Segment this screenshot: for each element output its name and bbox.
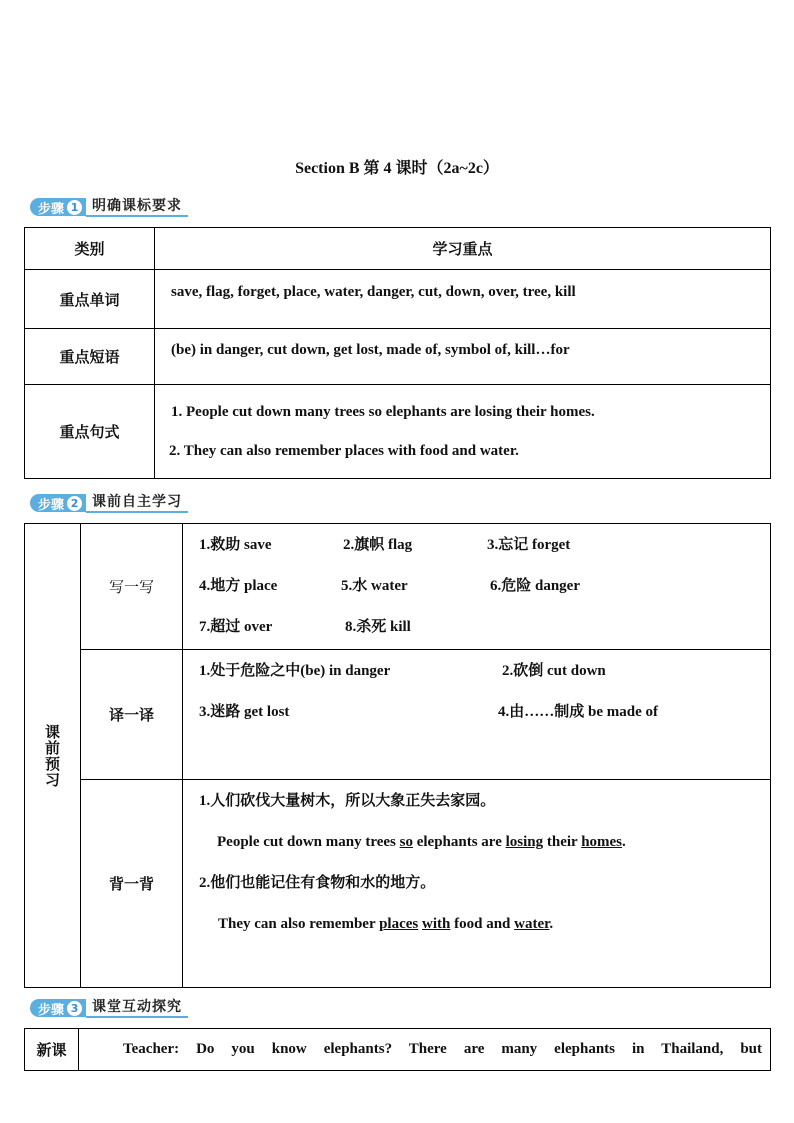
key-words-text: save, flag, forget, place, water, danger, cut, down, over, tree, kill: [171, 284, 576, 300]
step-title: 明确课标要求: [86, 197, 188, 217]
translate-item: 1.处于危险之中(be) in danger: [199, 663, 391, 679]
step-number: 2: [67, 496, 82, 511]
sentence-text: .: [622, 834, 626, 850]
step-badge: [30, 198, 86, 216]
step-1-header: [30, 197, 188, 217]
write-item: 8.杀死 kill: [345, 619, 411, 635]
new-lesson-label: 新课: [25, 1029, 79, 1071]
header-category: 类别: [25, 228, 155, 270]
category-phrases: 重点短语: [25, 329, 155, 385]
write-item: 2.旗帜 flag: [343, 537, 413, 553]
step-3-header: [30, 998, 188, 1018]
translate-item: 3.迷路 get lost: [199, 704, 290, 720]
step-title: 课前自主学习: [86, 493, 188, 513]
step-number: 3: [67, 1001, 82, 1016]
sentence-text: their: [543, 834, 582, 850]
blank-answer: homes: [581, 834, 623, 850]
sentence-text: elephants are: [412, 834, 506, 850]
recite-cell: [183, 780, 771, 988]
translate-label: 译一译: [81, 650, 183, 780]
sentence-text: food and: [450, 916, 515, 932]
key-phrases-text: (be) in danger, cut down, get lost, made of, symbol of, kill…for: [171, 342, 570, 358]
write-item: 1.救助 save: [199, 537, 272, 553]
blank-answer: with: [422, 916, 451, 932]
write-item: 7.超过 over: [199, 619, 273, 635]
write-item: 5.水 water: [341, 578, 408, 594]
write-item: 4.地方 place: [199, 578, 278, 594]
recite-sentence-2-cn: 2.他们也能记住有食物和水的地方。: [199, 875, 436, 891]
step-2-header: [30, 493, 188, 513]
blank-answer: losing: [505, 834, 544, 850]
key-words: [155, 270, 771, 329]
recite-sentence-1-en: [199, 822, 770, 863]
sentence-text: .: [549, 916, 554, 932]
recite-sentence-1-cn: 1.人们砍伐大量树木，所以大象正失去家园。: [199, 793, 496, 809]
recite-label: 背一背: [81, 780, 183, 988]
key-sentence-1: 1. People cut down many trees so elephants are losing their homes.: [171, 403, 595, 420]
step-number: 1: [67, 200, 82, 215]
write-item: 6.危险 danger: [490, 578, 581, 594]
translate-item: 2.砍倒 cut down: [502, 663, 606, 679]
sentence-text: People cut down many trees: [217, 834, 400, 850]
step-label: 步骤: [38, 1002, 65, 1018]
step-badge: [30, 494, 86, 512]
write-label: 写一写: [81, 524, 183, 650]
key-points-table: [24, 227, 771, 479]
category-sentences: 重点句式: [25, 385, 155, 479]
preview-side-cell: [25, 524, 81, 988]
preview-table: [24, 523, 771, 988]
blank-answer: so: [399, 834, 413, 850]
blank-answer: places: [379, 916, 419, 932]
key-sentences: [155, 385, 771, 479]
translate-cell: [183, 650, 771, 780]
step-label: 步骤: [38, 201, 65, 217]
new-lesson-content: Teacher: Do you know elephants? There are many elephants in Thailand, but: [79, 1029, 771, 1071]
document-title: Section B 第 4 课时（2a~2c）: [295, 160, 499, 177]
write-item: 3.忘记 forget: [487, 537, 571, 553]
key-sentence-2: 2. They can also remember places with food and water.: [169, 442, 519, 459]
step-title: 课堂互动探究: [86, 998, 188, 1018]
sentence-text: They can also remember: [218, 916, 380, 932]
preview-side-label: 课前预习: [43, 723, 61, 788]
blank-answer: water: [514, 916, 550, 932]
write-cell: [183, 524, 771, 650]
recite-sentence-2-en: [199, 904, 770, 945]
step-badge: [30, 999, 86, 1017]
key-phrases: [155, 329, 771, 385]
step-label: 步骤: [38, 497, 65, 513]
classroom-table: [24, 1028, 771, 1071]
header-focus: 学习重点: [155, 228, 771, 270]
translate-item: 4.由……制成 be made of: [498, 704, 658, 720]
category-words: 重点单词: [25, 270, 155, 329]
